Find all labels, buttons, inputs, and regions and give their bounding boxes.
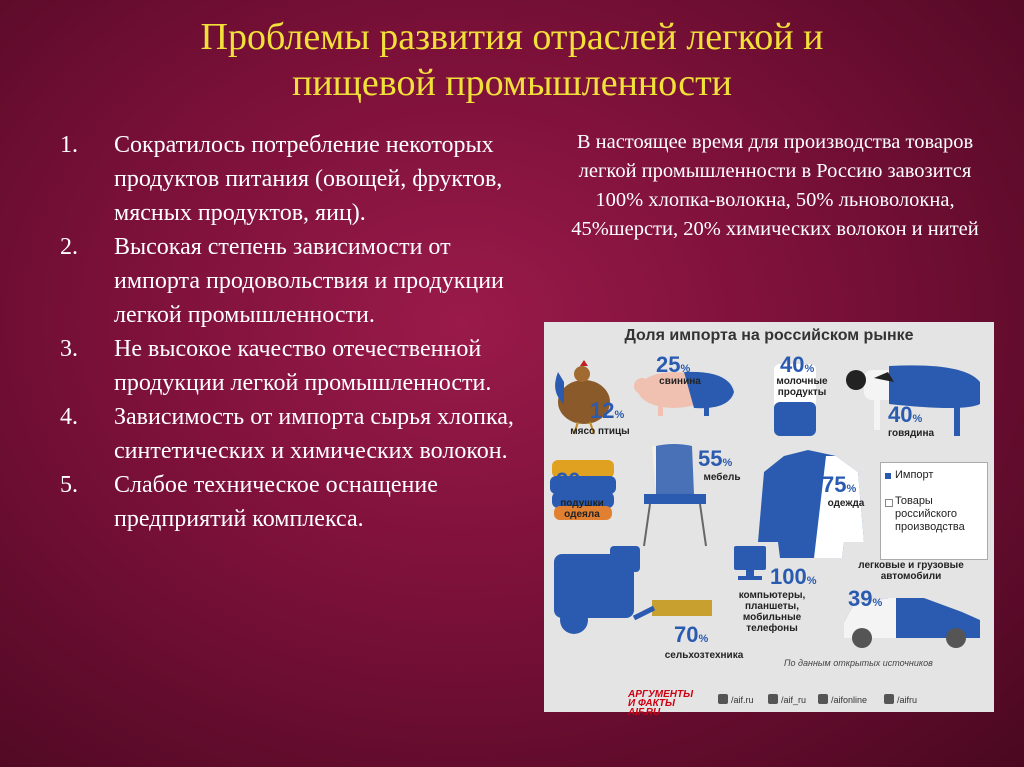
vk-icon	[768, 694, 778, 704]
pct-clothing: 75%	[822, 472, 857, 497]
list-item	[60, 400, 530, 468]
list-number: 5.	[60, 472, 78, 498]
label-computers: компьютеры, планшеты, мобильные телефоны	[738, 590, 806, 634]
social-link[interactable]: /aif.ru	[718, 694, 754, 705]
legend-import: Импорт	[895, 469, 934, 481]
label-clothing: одежда	[827, 498, 865, 509]
list-text: Высокая степень зависимости от импорта продовольствия и продукции легкой промышленности.	[114, 234, 504, 328]
pct-agri: 70%	[674, 622, 709, 647]
pct-beef: 40%	[888, 402, 923, 427]
computer-icon	[734, 546, 766, 580]
list-item	[60, 128, 530, 230]
pct-pork: 25%	[656, 352, 691, 377]
pct-computers: 100%	[770, 564, 817, 589]
list-text: Зависимость от импорта сырья хлопка, синтетических и химических волокон.	[114, 404, 514, 464]
list-text: Слабое техническое оснащение предприятий комплекса.	[114, 472, 438, 532]
import-description: В настоящее время для производства товаров легкой промышленности в Россию завозится 100% хлопка-волокна, 50% льноволокна, 45%шерсти, 20% химических волокон и нитей	[571, 131, 979, 240]
twitter-icon	[818, 694, 828, 704]
legend-swatch-import	[885, 473, 891, 479]
list-item	[60, 230, 530, 332]
social-link[interactable]: /aifru	[884, 694, 917, 705]
label-poultry: мясо птицы	[570, 426, 630, 437]
list-number: 3.	[60, 336, 78, 362]
label-pillows: подушки одеяла	[560, 498, 604, 520]
label-dairy: молочные продукты	[776, 376, 828, 398]
label-pork: свинина	[659, 376, 701, 387]
legend-swatch-domestic	[885, 499, 893, 507]
social-link[interactable]: /aifonline	[818, 694, 867, 705]
slide-title-line1: Проблемы развития отраслей легкой и	[200, 16, 824, 58]
pct-dairy: 40%	[780, 352, 815, 377]
facebook-icon	[718, 694, 728, 704]
list-number: 4.	[60, 404, 78, 430]
import-infographic	[544, 322, 994, 718]
label-furniture: мебель	[703, 472, 741, 483]
chair-icon	[644, 444, 706, 546]
pct-poultry: 12%	[590, 398, 625, 423]
slide-title-line2: пищевой промышленности	[291, 62, 733, 104]
list-text: Не высокое качество отечественной продукции легкой промышленности.	[114, 336, 492, 396]
list-number: 2.	[60, 234, 78, 260]
infographic-title: Доля импорта на российском рынке	[624, 327, 914, 344]
infographic-legend	[880, 462, 988, 560]
list-number: 1.	[60, 132, 78, 158]
problems-list	[60, 128, 530, 536]
social-link[interactable]: /aif_ru	[768, 694, 806, 705]
pct-pillows: 20%	[556, 468, 591, 493]
label-beef: говядина	[887, 428, 935, 439]
harvester-icon	[554, 546, 712, 634]
label-agri: сельхозтехника	[664, 650, 744, 661]
list-item	[60, 468, 530, 536]
infographic-footer	[544, 684, 994, 718]
list-text: Сократилось потребление некоторых продуктов питания (овощей, фруктов, мясных продуктов, яиц).	[114, 132, 503, 226]
source-note: По данным открытых источников	[784, 658, 933, 668]
pct-furniture: 55%	[698, 446, 733, 471]
list-item	[60, 332, 530, 400]
label-cars: легковые и грузовые автомобили	[858, 560, 964, 582]
legend-domestic: Товары российского производства	[895, 495, 965, 533]
slide-title	[40, 14, 984, 106]
odnoklassniki-icon	[884, 694, 894, 704]
brand-logo: АРГУМЕНТЫ И ФАКТЫ AIF.RU	[628, 689, 694, 718]
pct-cars: 39%	[848, 586, 883, 611]
